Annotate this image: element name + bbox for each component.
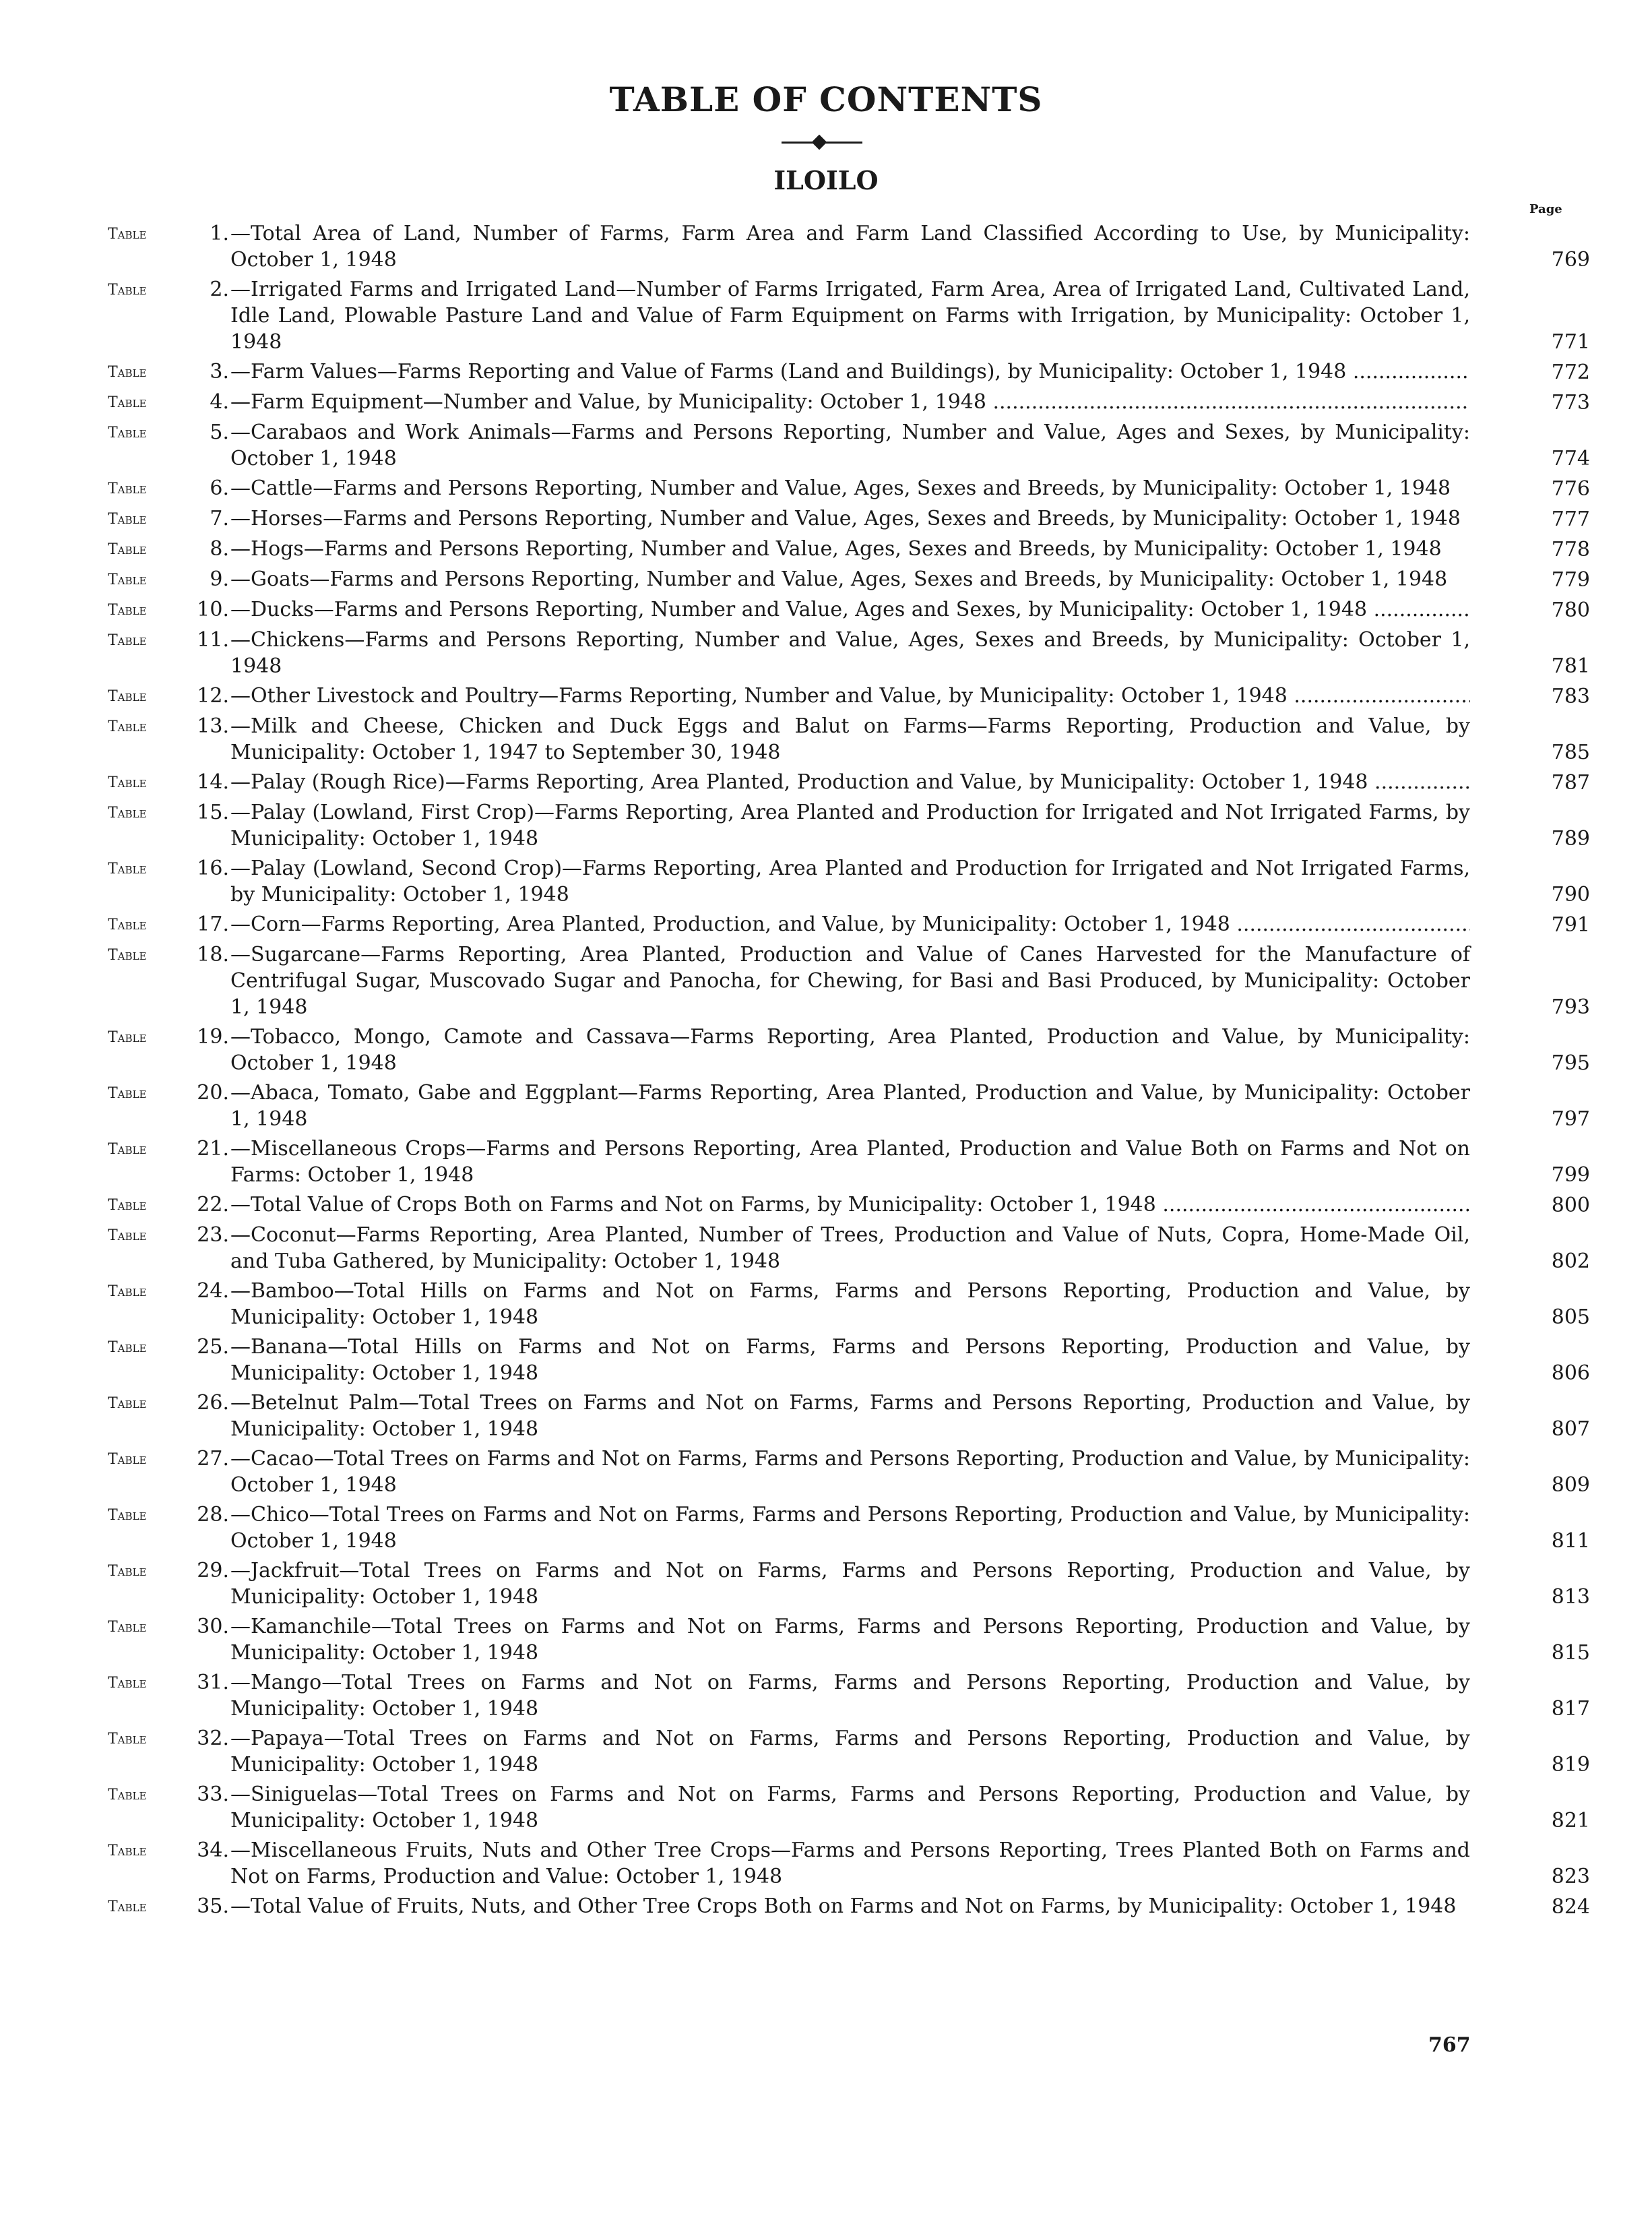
toc-entry-label: Table bbox=[108, 602, 147, 619]
toc-entry-title: —Sugarcane—Farms Reporting, Area Planted, Production and Value of Canes Harvested for the Manufacture of Centrifugal Sugar, Muscovado Sugar and Panocha, for Chewing, for Basi and Basi Produced, by Municipality: October 1, 1948 bbox=[230, 943, 1470, 1019]
toc-entry-number: 7. bbox=[210, 507, 229, 530]
page-column-label: Page bbox=[1529, 202, 1562, 216]
toc-entry-number: 13. bbox=[197, 714, 229, 738]
toc-entry-number: 34. bbox=[197, 1839, 229, 1862]
toc-entry-number: 22. bbox=[197, 1193, 229, 1216]
toc-entry-page: 777 bbox=[1551, 507, 1590, 531]
toc-entry-page: 807 bbox=[1551, 1417, 1590, 1441]
toc-entry-number: 24. bbox=[197, 1279, 229, 1303]
toc-entry bbox=[108, 1725, 1590, 1778]
toc-entry-number: 31. bbox=[197, 1671, 229, 1694]
toc-entry-page: 771 bbox=[1551, 330, 1590, 354]
toc-entry-title: —Banana—Total Hills on Farms and Not on Farms, Farms and Persons Reporting, Production and Value, by Municipality: October 1, 1948 bbox=[230, 1335, 1470, 1385]
toc-entry bbox=[108, 769, 1590, 796]
toc-entry-label: Table bbox=[108, 394, 147, 411]
toc-entry-page: 785 bbox=[1551, 741, 1590, 764]
toc-entry-page: 813 bbox=[1551, 1585, 1590, 1609]
toc-entry-label: Table bbox=[108, 226, 147, 243]
toc-entry-title: —Miscellaneous Crops—Farms and Persons Reporting, Area Planted, Production and Value Both on Farms and Not on Farms: October 1, 1948 bbox=[230, 1137, 1470, 1187]
toc-entry-number: 28. bbox=[197, 1503, 229, 1526]
toc-entry-label: Table bbox=[108, 1675, 147, 1692]
toc-entry-page: 791 bbox=[1551, 913, 1590, 937]
toc-entry-title: —Horses—Farms and Persons Reporting, Number and Value, Ages, Sexes and Breeds, by Municipality: October 1, 1948 bbox=[230, 507, 1461, 530]
toc-entry-title: —Cattle—Farms and Persons Reporting, Number and Value, Ages, Sexes and Breeds, by Municipality: October 1, 1948 bbox=[230, 476, 1451, 500]
toc-entry-number: 20. bbox=[197, 1081, 229, 1105]
toc-entry-number: 2. bbox=[210, 278, 229, 301]
toc-entry-page: 769 bbox=[1551, 248, 1590, 272]
toc-entry-page: 819 bbox=[1551, 1753, 1590, 1777]
toc-entry-title: —Palay (Rough Rice)—Farms Reporting, Area Planted, Production and Value, by Municipality: October 1, 1948 ..... bbox=[230, 769, 1470, 795]
toc-entry-label: Table bbox=[108, 805, 147, 822]
toc-entry-label: Table bbox=[108, 1731, 147, 1748]
toc-entry-page: 793 bbox=[1551, 995, 1590, 1019]
toc-entry bbox=[108, 855, 1590, 908]
toc-entry-page: 815 bbox=[1551, 1641, 1590, 1665]
toc-entry-title: —Palay (Lowland, Second Crop)—Farms Reporting, Area Planted and Production for Irrigated and Not Irrigated Farms, by Municipality: October 1, 1948 bbox=[230, 857, 1470, 906]
toc-entry-label: Table bbox=[108, 688, 147, 705]
toc-entry bbox=[108, 359, 1590, 385]
toc-entry-number: 18. bbox=[197, 943, 229, 966]
toc-entry-label: Table bbox=[108, 425, 147, 441]
toc-entry-label: Table bbox=[108, 1395, 147, 1412]
toc-entry-page: 781 bbox=[1551, 654, 1590, 678]
page-title: TABLE OF CONTENTS bbox=[609, 80, 1043, 119]
toc-entry bbox=[108, 1781, 1590, 1834]
toc-entry-page: 789 bbox=[1551, 827, 1590, 851]
toc-entry-number: 21. bbox=[197, 1137, 229, 1161]
page-number: 767 bbox=[1428, 2033, 1471, 2057]
toc-entry-title: —Tobacco, Mongo, Camote and Cassava—Farms Reporting, Area Planted, Production and Value, by Municipality: October 1, 1948 bbox=[230, 1025, 1470, 1075]
toc-entry-number: 17. bbox=[197, 913, 229, 936]
toc-entry-title: —Miscellaneous Fruits, Nuts and Other Tree Crops—Farms and Persons Reporting, Trees Planted Both on Farms and Not on Farms, Production and Value: October 1, 1948 bbox=[230, 1839, 1470, 1888]
toc-entry-label: Table bbox=[108, 1141, 147, 1158]
toc-entry-number: 4. bbox=[210, 390, 229, 414]
toc-entry-label: Table bbox=[108, 1085, 147, 1102]
toc-entry-number: 9. bbox=[210, 567, 229, 591]
toc-entry bbox=[108, 1502, 1590, 1554]
toc-entry-label: Table bbox=[108, 774, 147, 791]
toc-entry-title: —Corn—Farms Reporting, Area Planted, Production, and Value, by Municipality: October 1, 1948 ..... bbox=[230, 911, 1470, 937]
toc-entry bbox=[108, 1024, 1590, 1076]
toc-entry-page: 823 bbox=[1551, 1865, 1590, 1888]
toc-entry-title: —Other Livestock and Poultry—Farms Reporting, Number and Value, by Municipality: October 1, 1948 ..... bbox=[230, 683, 1470, 709]
toc-entry-page: 799 bbox=[1551, 1163, 1590, 1187]
toc-entry-title: —Irrigated Farms and Irrigated Land—Number of Farms Irrigated, Farm Area, Area of Irrigated Land, Cultivated Land, Idle Land, Plowable Pasture Land and Value of Farm Equipment on Farms with Irrigation, by Municipality: October 1, 1948 bbox=[230, 278, 1470, 354]
toc-entry bbox=[108, 683, 1590, 710]
toc-entry-page: 779 bbox=[1551, 568, 1590, 592]
toc-entry-page: 776 bbox=[1551, 477, 1590, 501]
toc-entry-label: Table bbox=[108, 1339, 147, 1356]
toc-entry-page: 811 bbox=[1551, 1529, 1590, 1553]
toc-entry-number: 33. bbox=[197, 1783, 229, 1806]
toc-entry-number: 19. bbox=[197, 1025, 229, 1049]
toc-entry bbox=[108, 941, 1590, 1020]
toc-entry-number: 8. bbox=[210, 537, 229, 561]
toc-entry-number: 6. bbox=[210, 476, 229, 500]
toc-entry bbox=[108, 1136, 1590, 1188]
toc-entry-number: 12. bbox=[197, 684, 229, 708]
toc-entry-label: Table bbox=[108, 364, 147, 381]
toc-entry-title: —Goats—Farms and Persons Reporting, Number and Value, Ages, Sexes and Breeds, by Municipality: October 1, 1948 bbox=[230, 567, 1448, 591]
toc-entry-page: 772 bbox=[1551, 361, 1590, 384]
toc-entry bbox=[108, 566, 1590, 593]
toc-entry-title: —Abaca, Tomato, Gabe and Eggplant—Farms Reporting, Area Planted, Production and Value, by Municipality: October 1, 1948 bbox=[230, 1081, 1470, 1131]
toc-entry-page: 795 bbox=[1551, 1051, 1590, 1075]
toc-entry-page: 809 bbox=[1551, 1473, 1590, 1497]
toc-entry-label: Table bbox=[108, 1197, 147, 1214]
toc-entry-label: Table bbox=[108, 1029, 147, 1046]
toc-entry-title: —Mango—Total Trees on Farms and Not on Farms, Farms and Persons Reporting, Production and Value, by Municipality: October 1, 1948 bbox=[230, 1671, 1470, 1721]
toc-list bbox=[108, 220, 1590, 1923]
toc-entry-number: 3. bbox=[210, 360, 229, 383]
toc-entry-number: 16. bbox=[197, 857, 229, 880]
toc-entry-number: 23. bbox=[197, 1223, 229, 1247]
toc-entry-page: 805 bbox=[1551, 1305, 1590, 1329]
toc-entry bbox=[108, 1893, 1590, 1920]
toc-entry-label: Table bbox=[108, 481, 147, 497]
toc-entry bbox=[108, 713, 1590, 766]
toc-entry-label: Table bbox=[108, 1898, 147, 1915]
toc-entry-title: —Total Value of Crops Both on Farms and Not on Farms, by Municipality: October 1, 1948 ..... bbox=[230, 1192, 1470, 1218]
toc-entry-label: Table bbox=[108, 917, 147, 933]
toc-entry-title: —Siniguelas—Total Trees on Farms and Not on Farms, Farms and Persons Reporting, Production and Value, by Municipality: October 1, 1948 bbox=[230, 1783, 1470, 1832]
toc-entry-title: —Farm Equipment—Number and Value, by Municipality: October 1, 1948 ..... bbox=[230, 389, 1470, 415]
toc-entry-label: Table bbox=[108, 1507, 147, 1524]
toc-entry-page: 806 bbox=[1551, 1361, 1590, 1385]
toc-entry-number: 11. bbox=[197, 628, 229, 652]
toc-entry-number: 14. bbox=[197, 770, 229, 794]
toc-entry-page: 783 bbox=[1551, 685, 1590, 708]
toc-entry bbox=[108, 220, 1590, 273]
toc-entry-page: 790 bbox=[1551, 883, 1590, 906]
toc-entry-label: Table bbox=[108, 1563, 147, 1580]
toc-entry-number: 10. bbox=[197, 598, 229, 621]
toc-entry bbox=[108, 1446, 1590, 1498]
toc-entry-title: —Palay (Lowland, First Crop)—Farms Reporting, Area Planted and Production for Irrigated and Not Irrigated Farms, by Municipality: October 1, 1948 bbox=[230, 801, 1470, 851]
toc-entry bbox=[108, 911, 1590, 938]
toc-entry bbox=[108, 419, 1590, 472]
toc-entry-title: —Chickens—Farms and Persons Reporting, Number and Value, Ages, Sexes and Breeds, by Municipality: October 1, 1948 bbox=[230, 628, 1470, 678]
toc-entry bbox=[108, 1080, 1590, 1132]
toc-entry-title: —Ducks—Farms and Persons Reporting, Number and Value, Ages and Sexes, by Municipality: October 1, 1948 ..... bbox=[230, 596, 1470, 623]
toc-entry bbox=[108, 1278, 1590, 1330]
toc-entry bbox=[108, 475, 1590, 502]
toc-entry-label: Table bbox=[108, 1619, 147, 1636]
toc-entry-label: Table bbox=[108, 1787, 147, 1803]
toc-entry bbox=[108, 1390, 1590, 1442]
toc-entry-label: Table bbox=[108, 282, 147, 299]
toc-entry-label: Table bbox=[108, 947, 147, 964]
toc-entry bbox=[108, 596, 1590, 623]
toc-entry-title: —Papaya—Total Trees on Farms and Not on Farms, Farms and Persons Reporting, Production and Value, by Municipality: October 1, 1948 bbox=[230, 1727, 1470, 1777]
toc-entry-label: Table bbox=[108, 861, 147, 877]
toc-entry bbox=[108, 1334, 1590, 1386]
toc-entry-title: —Total Value of Fruits, Nuts, and Other Tree Crops Both on Farms and Not on Farms, by Municipality: October 1, 1948 bbox=[230, 1894, 1457, 1918]
toc-entry bbox=[108, 799, 1590, 852]
toc-entry-label: Table bbox=[108, 1227, 147, 1244]
toc-entry-page: 821 bbox=[1551, 1809, 1590, 1832]
toc-entry-page: 787 bbox=[1551, 771, 1590, 795]
toc-entry-title: —Kamanchile—Total Trees on Farms and Not on Farms, Farms and Persons Reporting, Production and Value, by Municipality: October 1, 1948 bbox=[230, 1615, 1470, 1665]
toc-entry-title: —Cacao—Total Trees on Farms and Not on Farms, Farms and Persons Reporting, Production and Value, by Municipality: October 1, 1948 bbox=[230, 1447, 1470, 1497]
toc-entry-number: 30. bbox=[197, 1615, 229, 1638]
toc-entry bbox=[108, 1613, 1590, 1666]
toc-entry bbox=[108, 1837, 1590, 1890]
toc-entry bbox=[108, 627, 1590, 679]
toc-entry-label: Table bbox=[108, 541, 147, 558]
toc-entry-page: 778 bbox=[1551, 538, 1590, 561]
toc-entry-title: —Carabaos and Work Animals—Farms and Persons Reporting, Number and Value, Ages and Sexes, by Municipality: October 1, 1948 bbox=[230, 421, 1470, 470]
toc-entry-label: Table bbox=[108, 1451, 147, 1468]
toc-entry-title: —Betelnut Palm—Total Trees on Farms and Not on Farms, Farms and Persons Reporting, Production and Value, by Municipality: October 1, 1948 bbox=[230, 1391, 1470, 1441]
toc-entry bbox=[108, 1557, 1590, 1610]
toc-entry-page: 824 bbox=[1551, 1895, 1590, 1919]
toc-entry-label: Table bbox=[108, 632, 147, 649]
toc-entry-label: Table bbox=[108, 511, 147, 528]
toc-entry-title: —Total Area of Land, Number of Farms, Farm Area and Farm Land Classified According to Use, by Municipality: October 1, 1948 bbox=[230, 222, 1470, 272]
section-title: ILOILO bbox=[773, 165, 879, 195]
toc-entry-label: Table bbox=[108, 1843, 147, 1859]
toc-entry-page: 774 bbox=[1551, 447, 1590, 470]
toc-entry-page: 797 bbox=[1551, 1107, 1590, 1131]
toc-entry-label: Table bbox=[108, 1283, 147, 1300]
toc-entry bbox=[108, 505, 1590, 532]
toc-entry-title: —Farm Values—Farms Reporting and Value of Farms (Land and Buildings), by Municipality: October 1, 1948 ..... bbox=[230, 359, 1470, 385]
toc-entry-number: 29. bbox=[197, 1559, 229, 1582]
toc-entry-label: Table bbox=[108, 718, 147, 735]
divider-ornament bbox=[812, 135, 827, 150]
toc-entry-number: 32. bbox=[197, 1727, 229, 1750]
toc-entry-title: —Jackfruit—Total Trees on Farms and Not on Farms, Farms and Persons Reporting, Production and Value, by Municipality: October 1, 1948 bbox=[230, 1559, 1470, 1609]
toc-entry-number: 27. bbox=[197, 1447, 229, 1471]
toc-entry-label: Table bbox=[108, 572, 147, 588]
toc-entry bbox=[108, 1669, 1590, 1722]
toc-entry-page: 773 bbox=[1551, 391, 1590, 414]
toc-entry-page: 817 bbox=[1551, 1697, 1590, 1721]
toc-entry bbox=[108, 389, 1590, 416]
toc-entry-title: —Bamboo—Total Hills on Farms and Not on Farms, Farms and Persons Reporting, Production and Value, by Municipality: October 1, 1948 bbox=[230, 1279, 1470, 1329]
toc-entry-title: —Coconut—Farms Reporting, Area Planted, Number of Trees, Production and Value of Nuts, Copra, Home-Made Oil, and Tuba Gathered, by Municipality: October 1, 1948 bbox=[230, 1223, 1470, 1273]
toc-entry-number: 25. bbox=[197, 1335, 229, 1359]
toc-entry-number: 5. bbox=[210, 421, 229, 444]
toc-entry-title: —Chico—Total Trees on Farms and Not on Farms, Farms and Persons Reporting, Production and Value, by Municipality: October 1, 1948 bbox=[230, 1503, 1470, 1553]
toc-entry-number: 15. bbox=[197, 801, 229, 824]
toc-entry bbox=[108, 1222, 1590, 1274]
toc-entry-page: 780 bbox=[1551, 598, 1590, 622]
toc-entry-number: 26. bbox=[197, 1391, 229, 1415]
toc-entry-number: 1. bbox=[210, 222, 229, 245]
toc-entry-number: 35. bbox=[197, 1894, 229, 1918]
toc-entry bbox=[108, 536, 1590, 563]
toc-entry-title: —Hogs—Farms and Persons Reporting, Number and Value, Ages, Sexes and Breeds, by Municipality: October 1, 1948 bbox=[230, 537, 1442, 561]
toc-entry-page: 802 bbox=[1551, 1249, 1590, 1273]
toc-entry-title: —Milk and Cheese, Chicken and Duck Eggs and Balut on Farms—Farms Reporting, Production and Value, by Municipality: October 1, 1947 to September 30, 1948 bbox=[230, 714, 1470, 764]
toc-entry bbox=[108, 276, 1590, 355]
toc-entry-page: 800 bbox=[1551, 1194, 1590, 1217]
toc-entry bbox=[108, 1192, 1590, 1218]
